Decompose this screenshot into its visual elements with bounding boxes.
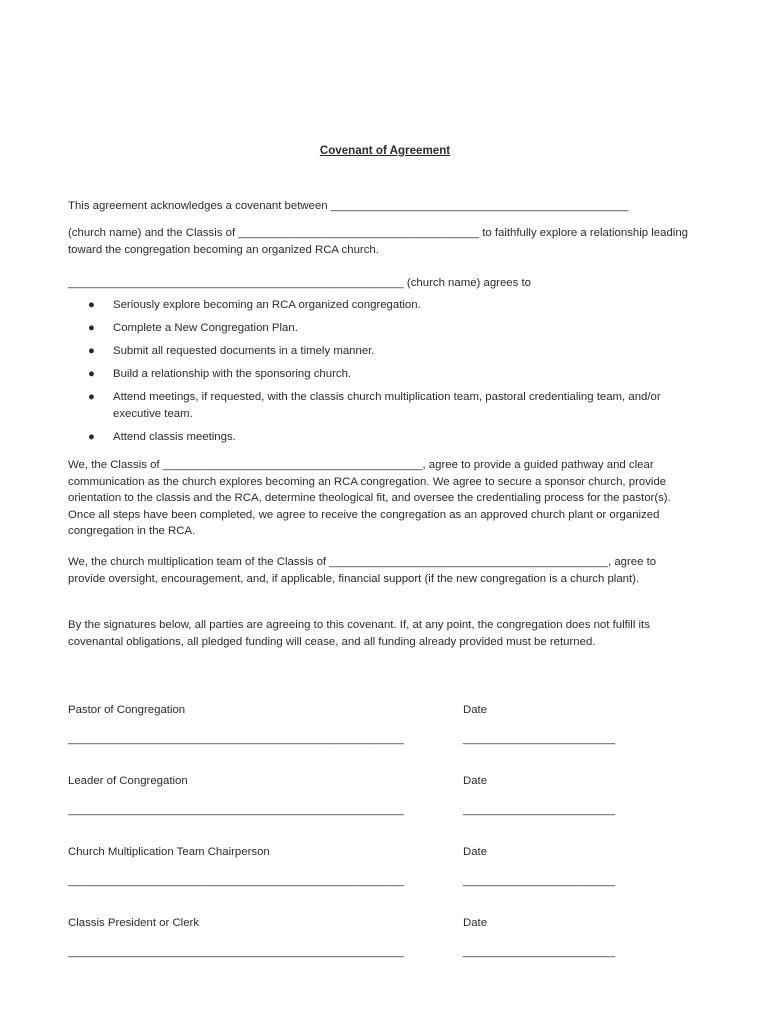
signature-line-pastor[interactable]: _____________________________________________________ bbox=[68, 733, 404, 745]
classis-paragraph: We, the Classis of _________________________________________, agree to provide a guided pathway and clear communication as the church explores becoming an RCA congregation. We agree to secure a sponsor church, provide orientation to the classis and the RCA, determine theological fit, and oversee the credentialing process for the pastor(s). Once all steps have been completed, we agree to receive the congregation as an approved church plant or organized congregation in the RCA. bbox=[68, 459, 671, 537]
bullet-icon: ● bbox=[88, 391, 95, 403]
obligations-list bbox=[0, 297, 770, 452]
team-paragraph: We, the church multiplication team of the Classis of ____________________________________________, agree to provide oversight, encouragement, and, if applicable, financial support (if the new congregation is a church plant). bbox=[68, 556, 657, 585]
date-label-leader: Date bbox=[463, 775, 488, 787]
list-item bbox=[0, 366, 691, 383]
date-label-classis-president: Date bbox=[463, 917, 488, 929]
date-line-pastor[interactable]: ________________________ bbox=[463, 733, 616, 745]
list-item bbox=[0, 429, 691, 446]
list-item bbox=[0, 389, 691, 422]
signature-line-leader[interactable]: _____________________________________________________ bbox=[68, 804, 404, 816]
list-item-text: Complete a New Congregation Plan. bbox=[113, 322, 298, 334]
bullet-icon: ● bbox=[88, 430, 95, 443]
date-line-leader[interactable]: ________________________ bbox=[463, 804, 616, 816]
signature-line-chairperson[interactable]: _____________________________________________________ bbox=[68, 875, 404, 887]
signature-label-chairperson: Church Multiplication Team Chairperson bbox=[68, 846, 270, 858]
list-item-text: Build a relationship with the sponsoring church. bbox=[113, 368, 352, 380]
agrees-line: _____________________________________________________ (church name) agrees to bbox=[68, 277, 532, 289]
date-line-chairperson[interactable]: ________________________ bbox=[463, 875, 616, 887]
list-item-text: Submit all requested documents in a timely manner. bbox=[113, 345, 375, 357]
list-item bbox=[0, 320, 691, 337]
signature-label-pastor: Pastor of Congregation bbox=[68, 704, 186, 716]
signature-label-leader: Leader of Congregation bbox=[68, 775, 188, 787]
list-item-text: Attend classis meetings. bbox=[113, 430, 236, 443]
intro-line-1: This agreement acknowledges a covenant between _______________________________________________ bbox=[68, 200, 629, 212]
date-label-chairperson: Date bbox=[463, 846, 488, 858]
date-line-classis-president[interactable]: ________________________ bbox=[463, 946, 616, 958]
signature-line-classis-president[interactable]: _____________________________________________________ bbox=[68, 946, 404, 958]
signatures-paragraph: By the signatures below, all parties are agreeing to this covenant. If, at any point, the congregation does not fulfill its covenantal obligations, all pledged funding will cease, and all funding already provided must be returned. bbox=[68, 619, 650, 648]
date-label-pastor: Date bbox=[463, 704, 488, 716]
document-title: Covenant of Agreement bbox=[319, 144, 451, 157]
bullet-icon: ● bbox=[88, 345, 95, 357]
list-item bbox=[0, 343, 691, 360]
bullet-icon: ● bbox=[88, 368, 95, 380]
bullet-icon: ● bbox=[88, 322, 95, 334]
list-item bbox=[0, 297, 691, 314]
signature-label-classis-president: Classis President or Clerk bbox=[68, 917, 200, 929]
list-item-text: Seriously explore becoming an RCA organized congregation. bbox=[113, 299, 421, 311]
list-item-text: Attend meetings, if requested, with the classis church multiplication team, pastoral credentialing team, and/or executive team. bbox=[113, 391, 661, 420]
bullet-icon: ● bbox=[88, 299, 95, 311]
intro-line-2: (church name) and the Classis of ______________________________________ to faithfully explore a relationship leading toward the congregation becoming an organized RCA church. bbox=[68, 227, 688, 256]
